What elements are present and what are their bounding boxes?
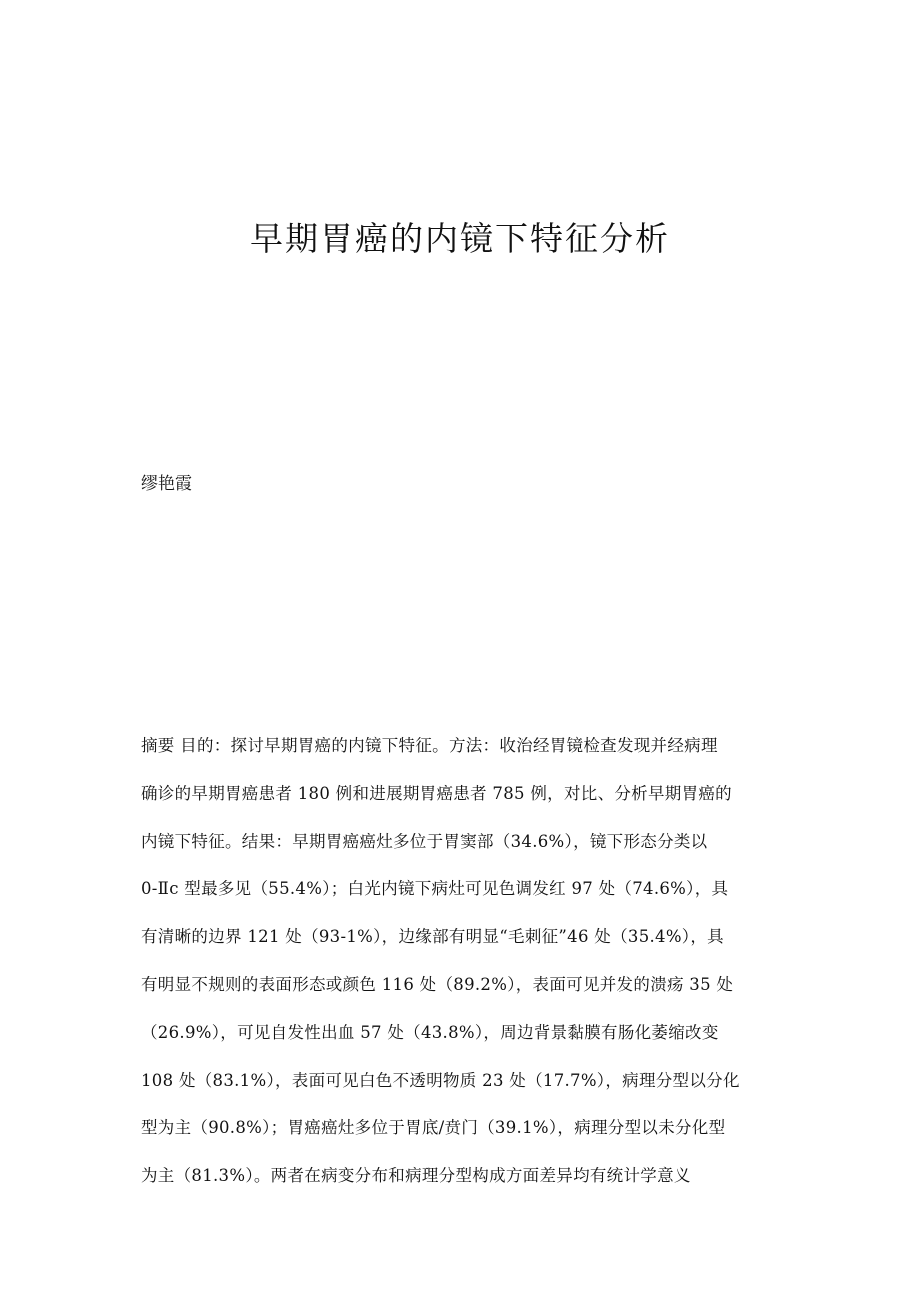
abstract-line: 有清晰的边界 121 处（93-1%），边缘部有明显“毛刺征”46 处（35.4%），具 [141, 927, 724, 947]
abstract-line: 为主（81.3%）。两者在病变分布和病理分型构成方面差异均有统计学意义 [141, 1166, 691, 1186]
abstract-line: 108 处（83.1%），表面可见白色不透明物质 23 处（17.7%），病理分型以分化 [141, 1070, 740, 1090]
abstract-line: 摘要 目的：探讨早期胃癌的内镜下特征。方法：收治经胃镜检查发现并经病理 [141, 736, 718, 755]
abstract-line: 0-Ⅱc 型最多见（55.4%）；白光内镜下病灶可见色调发红 97 处（74.6%），具 [141, 879, 729, 899]
abstract-paragraph [141, 730, 791, 1208]
abstract-line: 内镜下特征。结果：早期胃癌癌灶多位于胃窦部（34.6%），镜下形态分类以 [141, 831, 708, 851]
abstract-line: （26.9%），可见自发性出血 57 处（43.8%），周边背景黏膜有肠化萎缩改变 [141, 1022, 719, 1042]
abstract-line: 型为主（90.8%）；胃癌癌灶多位于胃底/贲门（39.1%），病理分型以未分化型 [141, 1118, 726, 1138]
abstract-line: 确诊的早期胃癌患者 180 例和进展期胃癌患者 785 例，对比、分析早期胃癌的 [141, 783, 732, 803]
abstract-line: 有明显不规则的表面形态或颜色 116 处（89.2%），表面可见并发的溃疡 35 处 [141, 974, 734, 994]
author-name: 缪艳霞 [141, 474, 192, 494]
document-title: 早期胃癌的内镜下特征分析 [250, 219, 670, 258]
